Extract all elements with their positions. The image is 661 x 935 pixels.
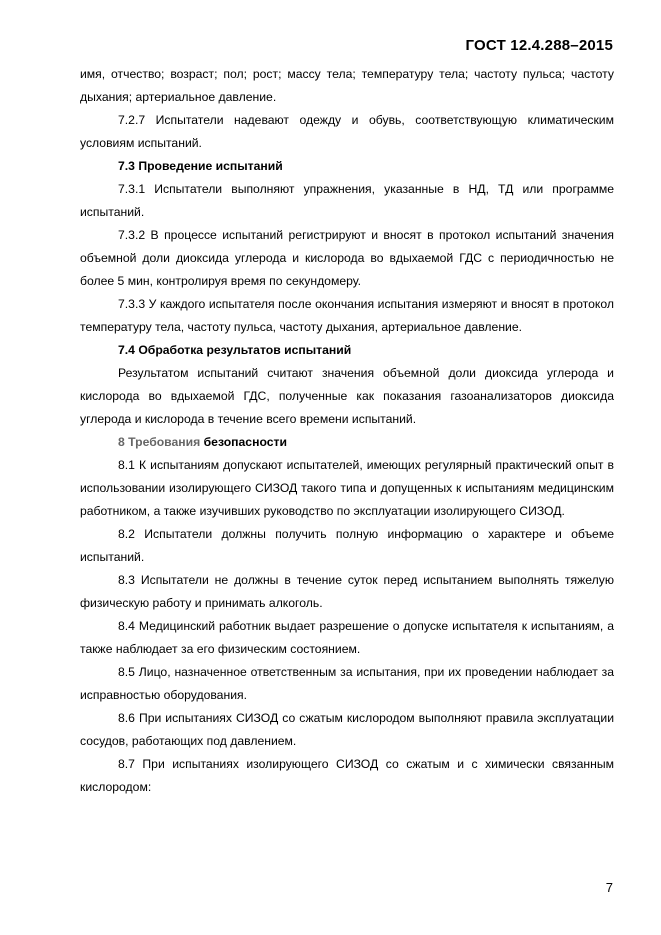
page-number: 7 xyxy=(605,880,613,895)
paragraph-8-1: 8.1 К испытаниям допускают испытателей, имеющих регулярный практический опыт в использовании изолирующего СИЗОД такого типа и допущенных к испытаниям медицинским работником, а также изучивших руководство по эксплуатации изолирующего СИЗОД. xyxy=(80,458,614,518)
paragraph-7-3-3: 7.3.3 У каждого испытателя после окончания испытания измеряют и вносят в протокол температуру тела, частоту пульса, частоту дыхания, артериальное давление. xyxy=(80,297,614,334)
section-heading-8-part-b: безопасности xyxy=(203,435,287,449)
paragraph-8-4: 8.4 Медицинский работник выдает разрешение о допуске испытателя к испытаниям, а также наблюдает за его физическим состоянием. xyxy=(80,619,614,656)
section-heading-8 xyxy=(80,431,614,454)
paragraph-8-2: 8.2 Испытатели должны получить полную информацию о характере и объеме испытаний. xyxy=(80,527,614,564)
document-code-header: ГОСТ 12.4.288–2015 xyxy=(465,37,613,54)
document-body xyxy=(80,63,614,799)
paragraph-7-2-7: 7.2.7 Испытатели надевают одежду и обувь, соответствующую климатическим условиям испытаний. xyxy=(80,113,614,150)
paragraph-8-6: 8.6 При испытаниях СИЗОД со сжатым кислородом выполняют правила эксплуатации сосудов, работающих под давлением. xyxy=(80,711,614,748)
section-heading-7-3: 7.3 Проведение испытаний xyxy=(118,159,283,173)
paragraph-7-3-2: 7.3.2 В процессе испытаний регистрируют и вносят в протокол испытаний значения объемной доли диоксида углерода и кислорода во вдыхаемой ГДС с периодичностью не более 5 мин, контролируя время по секундомеру. xyxy=(80,228,614,288)
paragraph-7-3-1: 7.3.1 Испытатели выполняют упражнения, указанные в НД, ТД или программе испытаний. xyxy=(80,182,614,219)
paragraph-8-7: 8.7 При испытаниях изолирующего СИЗОД со сжатым и с химически связанным кислородом: xyxy=(80,757,614,794)
paragraph-patient-data: имя, отчество; возраст; пол; рост; массу тела; температуру тела; частоту пульса; частоту дыхания; артериальное давление. xyxy=(80,67,614,104)
paragraph-8-3: 8.3 Испытатели не должны в течение суток перед испытанием выполнять тяжелую физическую работу и принимать алкоголь. xyxy=(80,573,614,610)
section-heading-7-4: 7.4 Обработка результатов испытаний xyxy=(118,343,352,357)
section-heading-8-part-a: 8 Требования xyxy=(118,435,201,449)
paragraph-7-4-results: Результатом испытаний считают значения объемной доли диоксида углерода и кислорода во вдыхаемой ГДС, полученные как показания газоанализаторов диоксида углерода и кислорода в течение всего времени испытаний. xyxy=(80,366,614,426)
paragraph-8-5: 8.5 Лицо, назначенное ответственным за испытания, при их проведении наблюдает за исправностью оборудования. xyxy=(80,665,614,702)
